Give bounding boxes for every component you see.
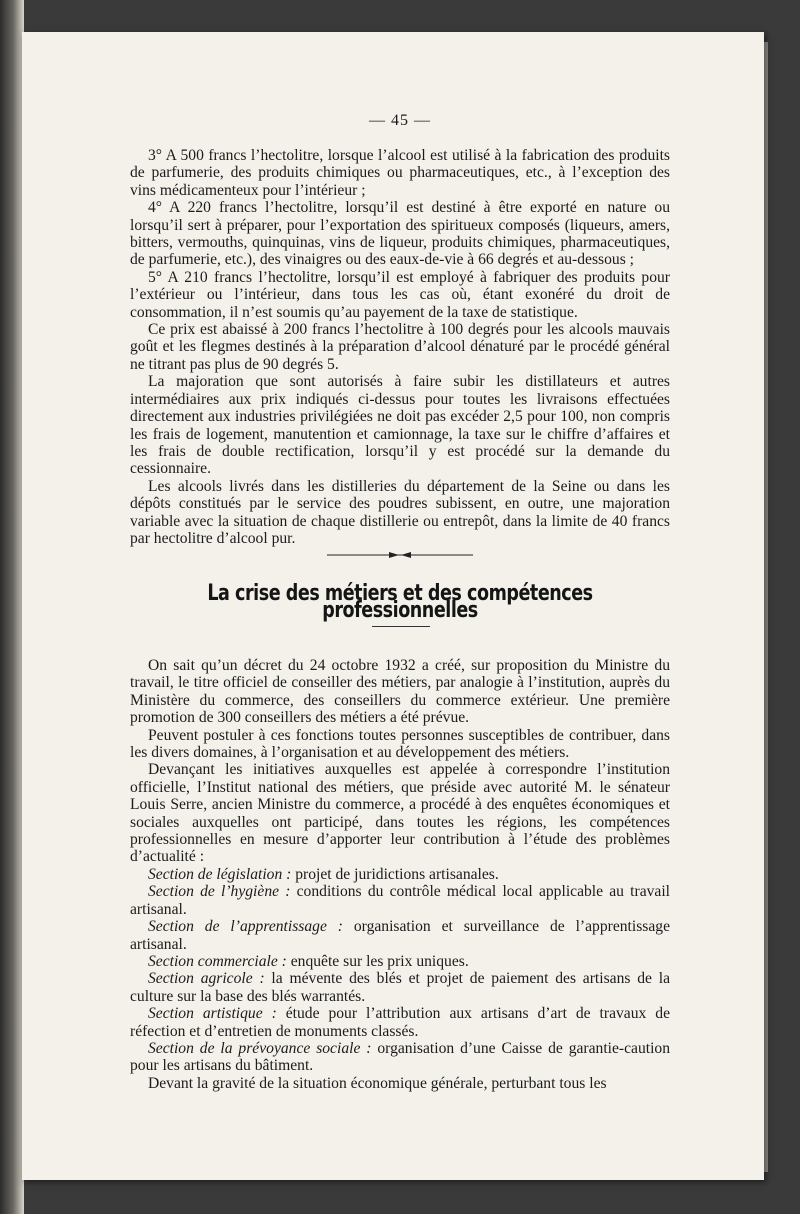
article-body xyxy=(130,657,670,1092)
paragraph-item-3: 3° A 500 francs l’hectolitre, lorsque l’alcool est utilisé à la fabrication des produits de parfumerie, des produits chimiques ou pharmaceutiques, etc., à l’exception des vins médicamenteux pour l’intérieur ; xyxy=(130,147,670,199)
section-artistic: Section artistique : étude pour l’attribution aux artisans d’art de travaux de réfection et d’entretien de monuments classés. xyxy=(130,1005,670,1040)
alcohol-price-section xyxy=(130,147,670,547)
paragraph-closing: Devant la gravité de la situation économique générale, perturbant tous les xyxy=(148,1074,607,1092)
paragraph-seine-distilleries: Les alcools livrés dans les distilleries du département de la Seine ou dans les dépôts constitués par le service des poudres subissent, en outre, une majoration variable avec la situation de chaque distillerie ou entrepôt, dans la limite de 40 francs par hectolitre d’alcool pur. xyxy=(130,477,670,547)
section-agricultural: Section agricole : la mévente des blés et projet de paiement des artisans de la culture sur la base des blés warrantés. xyxy=(130,970,670,1005)
paragraph-institute: Devançant les initiatives auxquelles est appelée à correspondre l’institution officielle, l’Institut national des métiers, que préside avec autorité M. le sénateur Louis Serre, ancien Ministre du commerce, a procédé à des enquêtes économiques et sociales auxquelles ont participé, dans toutes les régions, les compétences professionnelles en mesure d’apporter leur contribution à l’étude des problèmes d’actualité : xyxy=(130,761,670,866)
paragraph-item-4: 4° A 220 francs l’hectolitre, lorsqu’il est destiné à être exporté en nature ou lorsqu’il sert à préparer, pour l’exportation des spiritueux composés (liqueurs, amers, bitters, vermouths, quinquinas, vins de liqueur, produits chimiques, pharmaceutiques, de parfumerie, etc.), des vinaigres ou des eaux-de-vie à 66 degrés et au-dessous ; xyxy=(130,199,670,269)
adjacent-page-edge xyxy=(0,0,24,1214)
section-apprenticeship: Section de l’apprentissage : organisation et surveillance de l’apprentissage artisanal. xyxy=(130,918,670,953)
ornamental-divider xyxy=(327,550,473,560)
document-page xyxy=(22,32,764,1180)
article-title: La crise des métiers et des compétences professionnelles xyxy=(207,580,593,624)
section-legislation: Section de législation : projet de juridictions artisanales. xyxy=(148,865,499,883)
section-hygiene: Section de l’hygiène : conditions du contrôle médical local applicable au travail artisanal. xyxy=(130,883,670,918)
title-underline xyxy=(372,626,430,627)
page-number: — 45 — xyxy=(369,112,431,129)
paragraph-item-5: 5° A 210 francs l’hectolitre, lorsqu’il est employé à fabriquer des produits pour l’extérieur ou l’intérieur, dans tous les cas où, étant exonéré du droit de consommation, il n’est soumis qu’au payement de la taxe de statistique. xyxy=(130,268,670,321)
paragraph-price-reduction: Ce prix est abaissé à 200 francs l’hectolitre à 100 degrés pour les alcools mauvais goût et les flegmes destinés à la préparation d’alcool dénaturé par le procédé général ne titrant pas plus de 90 degrés 5. xyxy=(130,321,670,373)
paragraph-decree: On sait qu’un décret du 24 octobre 1932 a créé, sur proposition du Ministre du travail, le titre officiel de conseiller des métiers, par analogie à l’institution, auprès du Ministère du commerce, des conseillers du commerce extérieur. Une première promotion de 300 conseillers des métiers a été prévue. xyxy=(130,657,670,727)
section-social-welfare: Section de la prévoyance sociale : organisation d’une Caisse de garantie-caution pour les artisans du bâtiment. xyxy=(130,1039,670,1075)
paragraph-majoration: La majoration que sont autorisés à faire subir les distillateurs et autres intermédiaires aux prix indiqués ci-dessus pour toutes les livraisons effectuées directement aux industries privilégiées ne doit pas excéder 2,5 pour 100, non compris les frais de logement, manutention et camionnage, la taxe sur le chiffre d’affaires et les frais de double rectification, lorsqu’il y est procédé sur la demande du cessionnaire. xyxy=(130,373,670,478)
section-commercial: Section commerciale : enquête sur les prix uniques. xyxy=(148,952,469,970)
paragraph-candidates: Peuvent postuler à ces fonctions toutes personnes susceptibles de contribuer, dans les divers domaines, à l’organisation et au développement des métiers. xyxy=(130,726,670,762)
